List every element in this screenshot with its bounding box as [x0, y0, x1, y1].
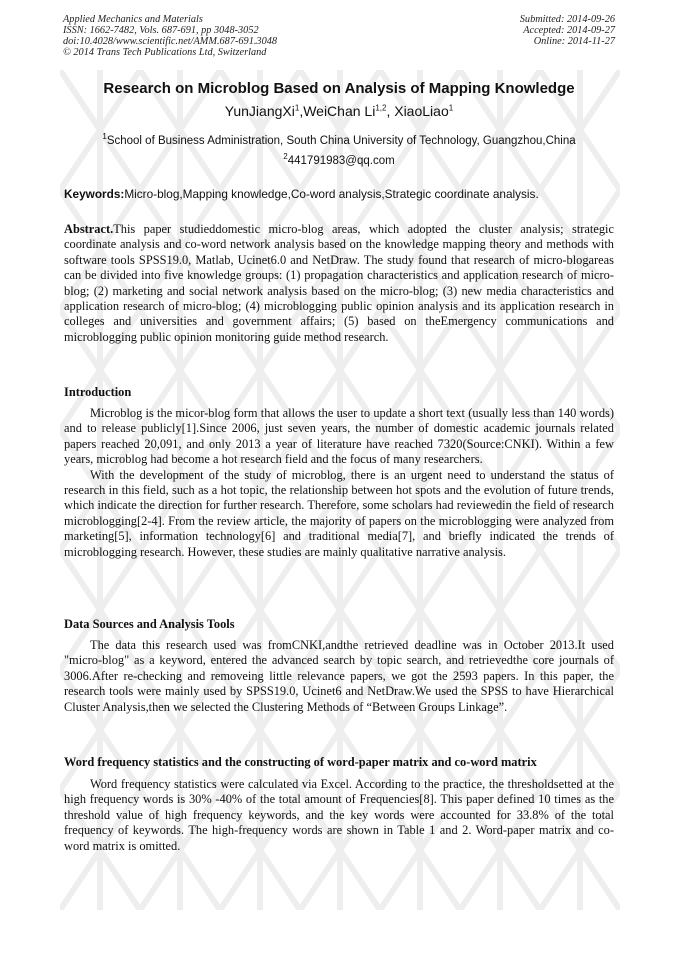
section-heading: Data Sources and Analysis Tools — [64, 617, 235, 631]
abstract — [64, 222, 614, 345]
submission-dates — [520, 14, 615, 47]
abstract-label: Abstract. — [64, 222, 114, 236]
introduction-body — [64, 406, 614, 560]
word-frequency-body — [64, 777, 614, 854]
author-affiliation-mark: 1 — [294, 103, 300, 113]
author-affiliation-mark: 1,2 — [375, 103, 387, 113]
accepted-date: Accepted: 2014-09-27 — [523, 25, 615, 36]
contact-email — [0, 152, 678, 167]
journal-doi: doi:10.4028/www.scientific.net/AMM.687-691.3048 — [63, 36, 278, 47]
keywords-label: Keywords: — [64, 187, 125, 201]
journal-issn: ISSN: 1662-7482, Vols. 687-691, pp 3048-3052 — [63, 25, 259, 36]
section-heading: Introduction — [64, 385, 132, 399]
online-date: Online: 2014-11-27 — [533, 36, 615, 47]
keywords-text: Micro-blog,Mapping knowledge,Co-word analysis,Strategic coordinate analysis. — [124, 187, 539, 201]
affiliation-text: School of Business Administration, South China University of Technology, Guangzhou,China — [106, 134, 576, 147]
journal-copyright: © 2014 Trans Tech Publications Ltd, Switzerland — [63, 47, 267, 58]
journal-header — [63, 14, 277, 58]
email-text: 441791983@qq.com — [287, 154, 395, 167]
author-name: YunJiangXi — [224, 103, 295, 119]
paragraph: Word frequency statistics were calculated via Excel. According to the practice, the thresholdsetted at the high frequency words is 30% -40% of the total amount of Frequencies[8]. This paper defined 10 times as the threshold value of high frequency keywords, and the key words were accounted for 33.8% of the total frequency of keywords. The high-frequency words are shown in Table 1 and 2. Word-paper matrix and co-word matrix is omitted. — [64, 777, 614, 853]
affiliation-mark: 1 — [102, 132, 107, 141]
author-name: XiaoLiao — [394, 103, 449, 119]
paragraph: The data this research used was fromCNKI,andthe retrieved deadline was in October 2013.It used "micro-blog" as a keyword, entered the advanced search by topic search, and retrievedthe core journals of 3006.After re-checking and removeing little relevance papers, we got the 2593 papers. In this paper, the research tools were mainly used by SPSS19.0, Ucinet6 and NetDraw.We used the SPSS to have Hierarchical Cluster Analysis,then we selected the Clustering Methods of “Between Groups Linkage”. — [64, 638, 614, 714]
author-list: YunJiangXi$^1$,WeiChan Li$^{1,2}$, XiaoLiao$^1$ — [224, 103, 454, 119]
abstract-text: This paper studieddomestic micro-blog areas, which adopted the cluster analysis; strategic coordinate analysis and co-word network analysis based on the knowledge mapping theory and methods with software tools SPSS19.0, Matlab, Ucinet6.0 and NetDraw. The study found that research of micro-blogareas can be divided into five knowledge groups: (1) propagation characteristics and application research of micro-blog; (2) marketing and social network analysis based on the micro-blog; (3) new media characteristics and application research of micro-blog; (4) microblogging public opinion analysis and its application research in colleges and universities and government affairs; (5) based on theEmergency communications and microblogging public opinion monitoring guide method research. — [64, 222, 614, 344]
section-heading: Word frequency statistics and the constructing of word-paper matrix and co-word matrix — [64, 755, 537, 769]
author-affiliation-mark: 1 — [448, 103, 454, 113]
submitted-date: Submitted: 2014-09-26 — [519, 14, 615, 25]
affiliation-mark: 2 — [283, 152, 288, 161]
paragraph: With the development of the study of microblog, there is an urgent need to understand the status of research in this field, such as a hot topic, the relationship between hot spots and the evolution of future trends, which indicate the direction for further research. Therefore, some scholars had reviewedin the field of research microblogging[2-4]. From the review article, the majority of papers on the microblogging were analyzed from marketing[5], information technology[6] and traditional media[7], and briefly indicated the trends of microblogging research. However, these studies are mainly qualitative narrative analysis. — [64, 467, 614, 559]
affiliation — [0, 132, 678, 147]
data-sources-body — [64, 638, 614, 715]
journal-name: Applied Mechanics and Materials — [63, 14, 203, 25]
keywords — [64, 187, 616, 201]
author-name: WeiChan Li — [303, 103, 376, 119]
paper-title: Research on Microblog Based on Analysis of Mapping Knowledge — [103, 80, 575, 97]
paragraph: Microblog is the micor-blog form that allows the user to update a short text (usually less than 140 words) and to release publicly[1].Since 2006, just seven years, the number of domestic academic journals related papers reached 20,091, and only 2013 a year of literature have reached 7320(Source:CNKI). Within a few years, microblog had become a hot research field and the focus of many researchers. — [64, 406, 614, 467]
